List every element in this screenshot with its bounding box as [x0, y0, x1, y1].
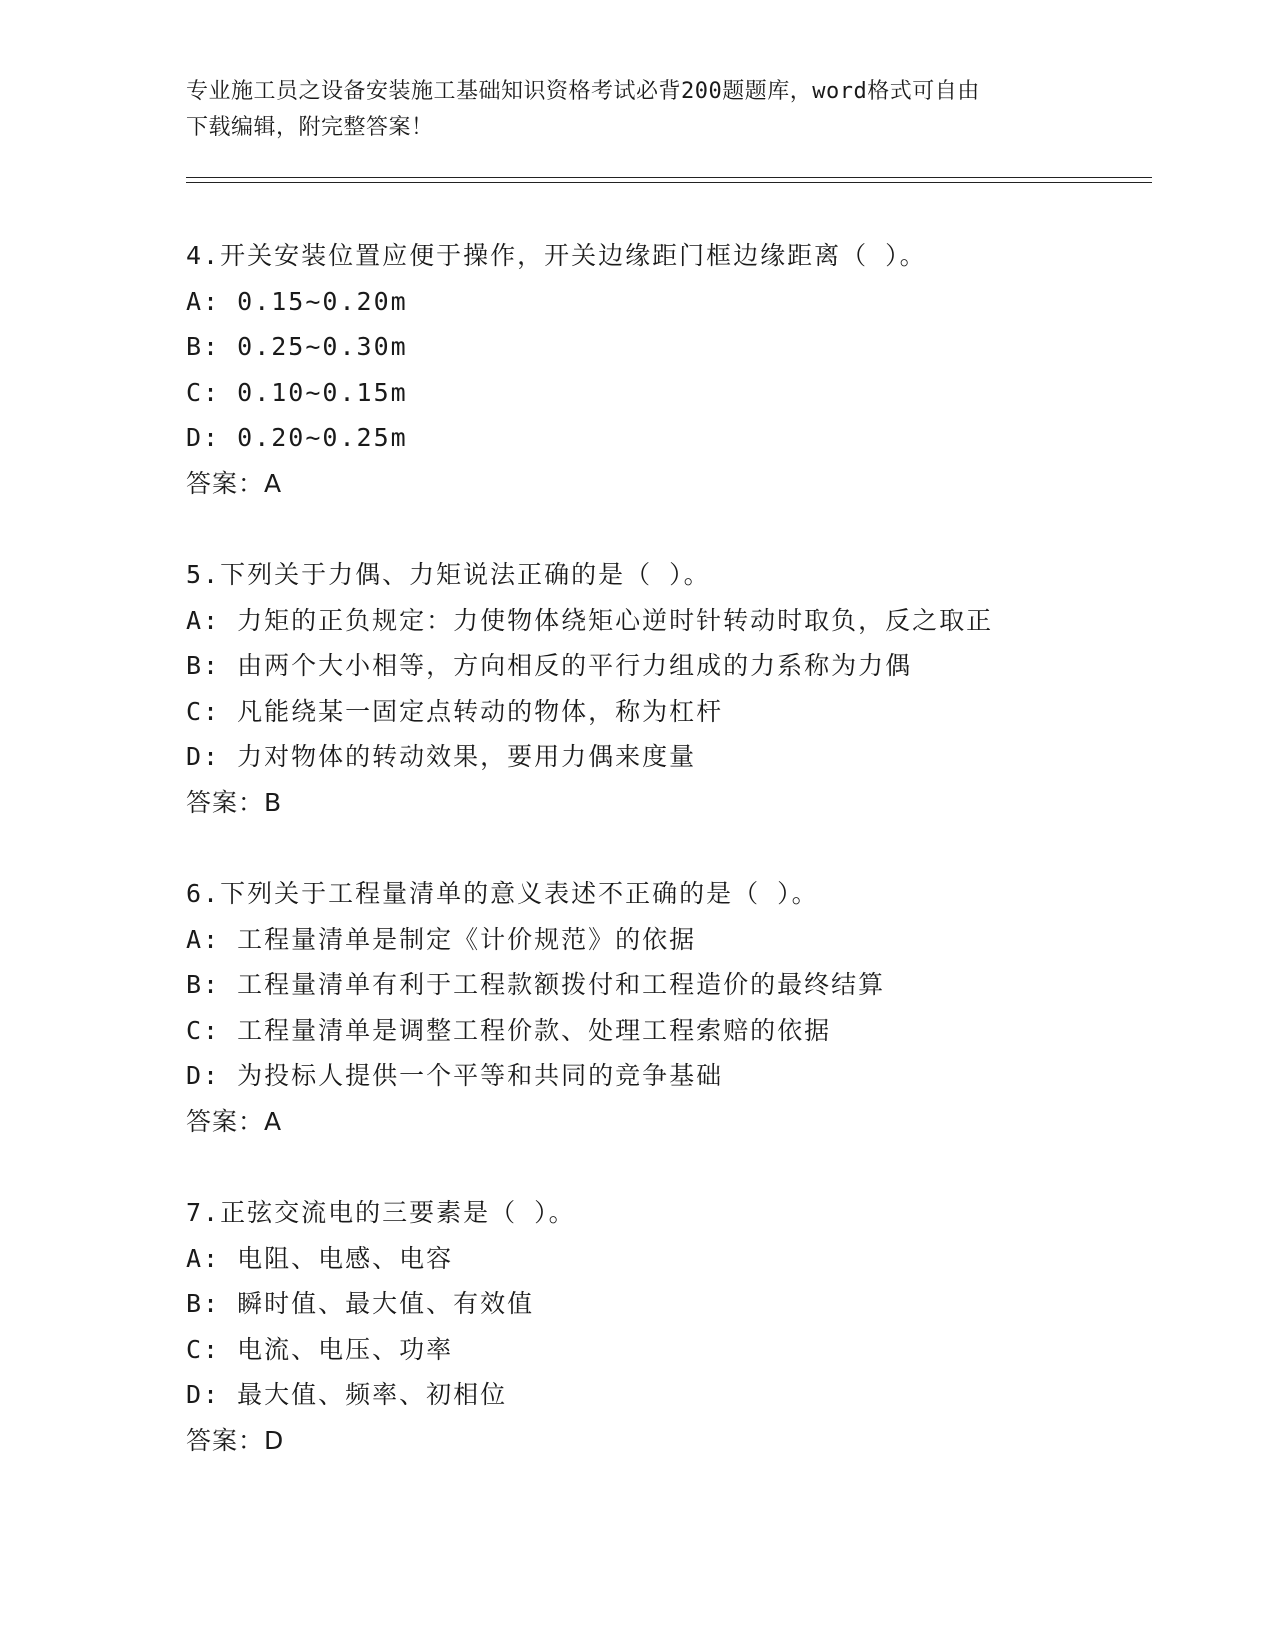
option-d: D: 0.20~0.25m	[186, 423, 408, 452]
header-line-1: 专业施工员之设备安装施工基础知识资格考试必背200题题库，word格式可自由	[186, 79, 980, 104]
question-7	[186, 1190, 1086, 1463]
option-c: C: 0.10~0.15m	[186, 377, 408, 407]
answer-line: 答案：A	[186, 1106, 283, 1136]
question-6	[186, 871, 1086, 1144]
option-c: C: 电流、电压、功率	[186, 1334, 454, 1364]
question-4	[186, 233, 1086, 506]
question-5	[186, 552, 1086, 825]
header-divider-bottom	[186, 182, 1152, 183]
answer-line: 答案：D	[186, 1425, 285, 1455]
answer-line: 答案：B	[186, 787, 283, 817]
option-c: C: 工程量清单是调整工程价款、处理工程索赔的依据	[186, 1015, 832, 1045]
header-divider-top	[186, 177, 1152, 178]
question-stem: 6.下列关于工程量清单的意义表述不正确的是（ ）。	[186, 879, 819, 908]
option-b: B: 瞬时值、最大值、有效值	[186, 1289, 535, 1318]
answer-line: 答案：A	[186, 468, 283, 498]
option-d: D: 最大值、频率、初相位	[186, 1380, 508, 1409]
option-d: D: 力对物体的转动效果，要用力偶来度量	[186, 742, 697, 771]
header-line-2: 下载编辑，附完整答案！	[186, 115, 434, 140]
question-stem: 5.下列关于力偶、力矩说法正确的是（ ）。	[186, 560, 711, 589]
question-stem: 7.正弦交流电的三要素是（ ）。	[186, 1198, 576, 1227]
option-a: A: 力矩的正负规定：力使物体绕矩心逆时针转动时取负，反之取正	[186, 605, 994, 635]
option-d: D: 为投标人提供一个平等和共同的竞争基础	[186, 1061, 724, 1090]
option-a: A: 工程量清单是制定《计价规范》的依据	[186, 924, 697, 954]
option-b: B: 工程量清单有利于工程款额拨付和工程造价的最终结算	[186, 970, 886, 999]
option-a: A: 电阻、电感、电容	[186, 1243, 454, 1273]
document-header	[186, 74, 1066, 146]
option-b: B: 0.25~0.30m	[186, 332, 408, 361]
question-stem: 4.开关安装位置应便于操作，开关边缘距门框边缘距离（ ）。	[186, 241, 927, 270]
option-c: C: 凡能绕某一固定点转动的物体，称为杠杆	[186, 696, 724, 726]
option-b: B: 由两个大小相等，方向相反的平行力组成的力系称为力偶	[186, 651, 913, 680]
option-a: A: 0.15~0.20m	[186, 286, 408, 316]
